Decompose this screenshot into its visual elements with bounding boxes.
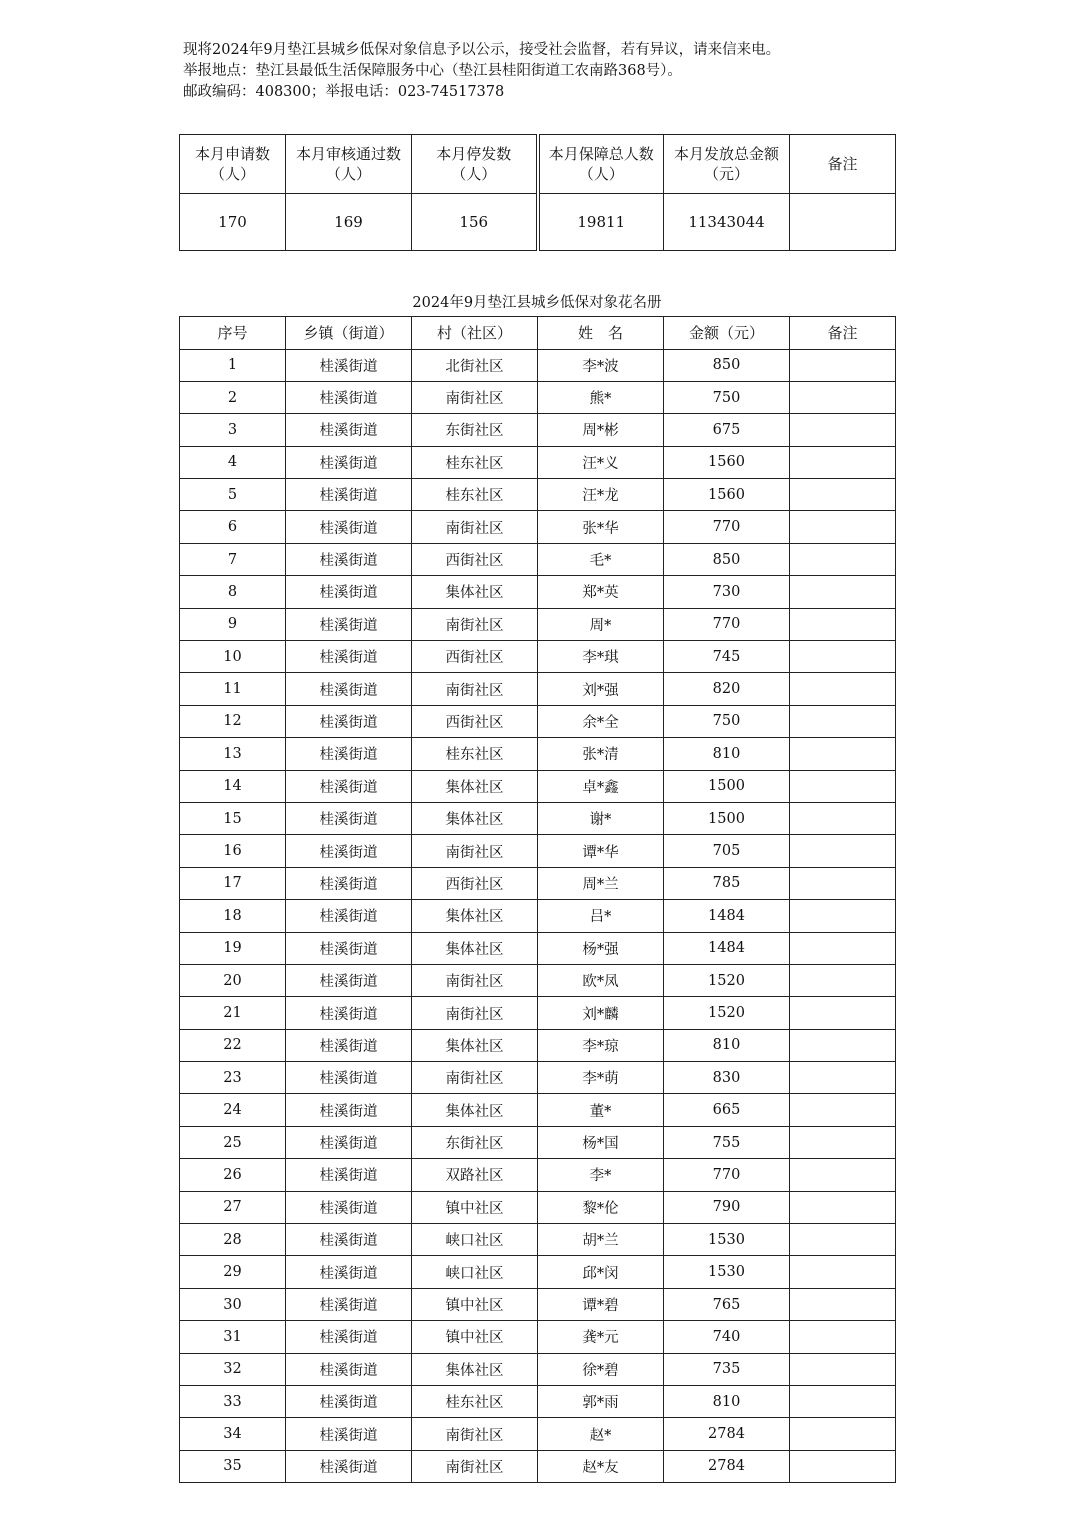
summary-value-cell: 170: [180, 194, 286, 251]
table-cell: 卓*鑫: [538, 770, 664, 802]
table-cell: 东街社区: [412, 1126, 538, 1158]
roster-table: [179, 316, 896, 1483]
table-row: [180, 1126, 896, 1158]
table-cell: 徐*碧: [538, 1353, 664, 1385]
table-row: [180, 673, 896, 705]
table-cell: [790, 1191, 896, 1223]
table-cell: 5: [180, 479, 286, 511]
table-cell: 桂溪街道: [286, 1159, 412, 1191]
table-cell: 30: [180, 1288, 286, 1320]
table-cell: 8: [180, 576, 286, 608]
table-cell: 20: [180, 964, 286, 996]
table-cell: 24: [180, 1094, 286, 1126]
roster-header-cell: 姓 名: [538, 317, 664, 350]
table-cell: 10: [180, 641, 286, 673]
table-cell: 胡*兰: [538, 1224, 664, 1256]
table-cell: 南街社区: [412, 511, 538, 543]
table-cell: 郭*雨: [538, 1386, 664, 1418]
summary-header-cell: 本月申请数 （人）: [180, 135, 286, 194]
table-cell: 桂溪街道: [286, 381, 412, 413]
table-cell: 28: [180, 1224, 286, 1256]
table-row: [180, 997, 896, 1029]
table-cell: [790, 900, 896, 932]
table-cell: 1560: [664, 446, 790, 478]
table-row: [180, 414, 896, 446]
table-cell: [790, 1126, 896, 1158]
summary-value-cell: 11343044: [664, 194, 790, 251]
table-cell: 镇中社区: [412, 1288, 538, 1320]
table-cell: 桂溪街道: [286, 964, 412, 996]
table-cell: [790, 1256, 896, 1288]
table-cell: 刘*麟: [538, 997, 664, 1029]
table-cell: [790, 770, 896, 802]
table-cell: 郑*英: [538, 576, 664, 608]
table-cell: [790, 576, 896, 608]
table-cell: 19: [180, 932, 286, 964]
table-row: [180, 1159, 896, 1191]
table-cell: [790, 1029, 896, 1061]
table-cell: 周*兰: [538, 867, 664, 899]
roster-header-cell: 金额（元）: [664, 317, 790, 350]
roster-title: 2024年9月垫江县城乡低保对象花名册: [412, 295, 662, 311]
table-cell: [790, 641, 896, 673]
table-cell: 桂东社区: [412, 738, 538, 770]
table-cell: 850: [664, 349, 790, 381]
table-cell: [790, 1450, 896, 1482]
table-cell: [790, 1321, 896, 1353]
table-cell: 34: [180, 1418, 286, 1450]
table-cell: 29: [180, 1256, 286, 1288]
table-cell: 810: [664, 1386, 790, 1418]
table-cell: 3: [180, 414, 286, 446]
table-cell: 南街社区: [412, 608, 538, 640]
table-cell: 1484: [664, 932, 790, 964]
table-cell: 西街社区: [412, 543, 538, 575]
table-cell: 1484: [664, 900, 790, 932]
table-cell: 15: [180, 802, 286, 834]
table-cell: 南街社区: [412, 1062, 538, 1094]
table-cell: 桂溪街道: [286, 673, 412, 705]
table-cell: 熊*: [538, 381, 664, 413]
table-cell: 750: [664, 381, 790, 413]
table-cell: 桂溪街道: [286, 608, 412, 640]
table-cell: 桂溪街道: [286, 1256, 412, 1288]
table-cell: 杨*强: [538, 932, 664, 964]
table-cell: 745: [664, 641, 790, 673]
table-cell: 765: [664, 1288, 790, 1320]
table-cell: [790, 964, 896, 996]
table-row: [180, 1094, 896, 1126]
table-cell: 33: [180, 1386, 286, 1418]
table-cell: 32: [180, 1353, 286, 1385]
table-cell: 桂溪街道: [286, 511, 412, 543]
summary-header-row: [180, 135, 896, 194]
table-row: [180, 381, 896, 413]
table-cell: 桂溪街道: [286, 414, 412, 446]
table-cell: [790, 867, 896, 899]
table-cell: 吕*: [538, 900, 664, 932]
table-cell: [790, 446, 896, 478]
summary-value-cell: [790, 194, 896, 251]
table-cell: 31: [180, 1321, 286, 1353]
table-cell: [790, 997, 896, 1029]
table-cell: 1560: [664, 479, 790, 511]
table-cell: 27: [180, 1191, 286, 1223]
table-cell: 16: [180, 835, 286, 867]
table-row: [180, 932, 896, 964]
table-cell: 1520: [664, 964, 790, 996]
table-row: [180, 1321, 896, 1353]
notice-line-2: 举报地点：垫江县最低生活保障服务中心（垫江县桂阳街道工农南路368号）。: [183, 63, 682, 79]
table-cell: 桂溪街道: [286, 867, 412, 899]
table-cell: 集体社区: [412, 1094, 538, 1126]
summary-value-cell: 156: [412, 194, 538, 251]
table-row: [180, 543, 896, 575]
table-cell: 集体社区: [412, 932, 538, 964]
table-cell: 14: [180, 770, 286, 802]
table-cell: 1500: [664, 802, 790, 834]
table-cell: 830: [664, 1062, 790, 1094]
table-cell: 桂溪街道: [286, 1094, 412, 1126]
table-cell: 1520: [664, 997, 790, 1029]
table-cell: 11: [180, 673, 286, 705]
table-cell: 集体社区: [412, 576, 538, 608]
table-cell: 桂溪街道: [286, 479, 412, 511]
table-cell: 杨*国: [538, 1126, 664, 1158]
summary-value-cell: 169: [286, 194, 412, 251]
table-cell: 21: [180, 997, 286, 1029]
table-cell: [790, 543, 896, 575]
table-row: [180, 1386, 896, 1418]
table-cell: 1500: [664, 770, 790, 802]
table-cell: 桂溪街道: [286, 446, 412, 478]
table-cell: 桂溪街道: [286, 1386, 412, 1418]
notice-text: [183, 40, 1003, 103]
table-cell: [790, 479, 896, 511]
table-cell: 桂溪街道: [286, 1288, 412, 1320]
table-cell: 12: [180, 705, 286, 737]
table-cell: 桂溪街道: [286, 835, 412, 867]
table-cell: 毛*: [538, 543, 664, 575]
table-cell: 刘*强: [538, 673, 664, 705]
table-cell: 桂溪街道: [286, 543, 412, 575]
table-row: [180, 1191, 896, 1223]
table-cell: 南街社区: [412, 1418, 538, 1450]
summary-value-cell: 19811: [538, 194, 664, 251]
table-cell: 镇中社区: [412, 1321, 538, 1353]
table-cell: 22: [180, 1029, 286, 1061]
table-cell: 705: [664, 835, 790, 867]
table-cell: 23: [180, 1062, 286, 1094]
table-cell: 南街社区: [412, 997, 538, 1029]
table-cell: 桂溪街道: [286, 802, 412, 834]
table-cell: [790, 608, 896, 640]
table-cell: 桂溪街道: [286, 738, 412, 770]
table-cell: [790, 1159, 896, 1191]
table-cell: 桂溪街道: [286, 705, 412, 737]
table-cell: 桂溪街道: [286, 1126, 412, 1158]
table-cell: 李*琼: [538, 1029, 664, 1061]
table-cell: 桂溪街道: [286, 770, 412, 802]
table-cell: [790, 414, 896, 446]
table-cell: [790, 835, 896, 867]
table-cell: 桂溪街道: [286, 1450, 412, 1482]
table-cell: 集体社区: [412, 770, 538, 802]
table-row: [180, 1418, 896, 1450]
table-row: [180, 641, 896, 673]
table-cell: 1530: [664, 1224, 790, 1256]
table-cell: [790, 1353, 896, 1385]
table-cell: 桂溪街道: [286, 1224, 412, 1256]
table-row: [180, 1062, 896, 1094]
table-cell: 1: [180, 349, 286, 381]
table-cell: [790, 1288, 896, 1320]
table-cell: 790: [664, 1191, 790, 1223]
roster-header-cell: 乡镇（街道）: [286, 317, 412, 350]
table-row: [180, 802, 896, 834]
table-cell: 桂溪街道: [286, 900, 412, 932]
table-cell: 张*清: [538, 738, 664, 770]
summary-header-cell: 本月发放总金额 （元）: [664, 135, 790, 194]
table-row: [180, 867, 896, 899]
table-cell: [790, 511, 896, 543]
table-cell: 赵*友: [538, 1450, 664, 1482]
table-cell: 810: [664, 1029, 790, 1061]
table-cell: 集体社区: [412, 900, 538, 932]
table-cell: [790, 1224, 896, 1256]
table-cell: 740: [664, 1321, 790, 1353]
table-cell: 675: [664, 414, 790, 446]
table-row: [180, 479, 896, 511]
table-row: [180, 511, 896, 543]
table-cell: 35: [180, 1450, 286, 1482]
table-cell: 李*琪: [538, 641, 664, 673]
table-cell: 桂溪街道: [286, 1353, 412, 1385]
table-cell: 欧*凤: [538, 964, 664, 996]
table-row: [180, 705, 896, 737]
table-cell: 2: [180, 381, 286, 413]
roster-header-cell: 备注: [790, 317, 896, 350]
table-cell: 770: [664, 511, 790, 543]
table-cell: [790, 738, 896, 770]
table-cell: 桂溪街道: [286, 1062, 412, 1094]
table-cell: 4: [180, 446, 286, 478]
table-cell: 西街社区: [412, 867, 538, 899]
table-cell: 730: [664, 576, 790, 608]
table-row: [180, 349, 896, 381]
summary-table: [179, 134, 896, 251]
table-row: [180, 835, 896, 867]
table-row: [180, 738, 896, 770]
table-cell: 余*全: [538, 705, 664, 737]
table-cell: [790, 705, 896, 737]
table-cell: 桂溪街道: [286, 1321, 412, 1353]
table-row: [180, 1353, 896, 1385]
table-row: [180, 608, 896, 640]
table-row: [180, 446, 896, 478]
roster-header-row: [180, 317, 896, 350]
table-cell: 桂溪街道: [286, 1418, 412, 1450]
table-row: [180, 1256, 896, 1288]
table-cell: 17: [180, 867, 286, 899]
table-cell: 13: [180, 738, 286, 770]
table-cell: 南街社区: [412, 381, 538, 413]
table-cell: 770: [664, 1159, 790, 1191]
table-cell: 镇中社区: [412, 1191, 538, 1223]
table-row: [180, 576, 896, 608]
table-cell: 26: [180, 1159, 286, 1191]
table-row: [180, 770, 896, 802]
table-cell: 李*波: [538, 349, 664, 381]
table-cell: [790, 932, 896, 964]
table-cell: 双路社区: [412, 1159, 538, 1191]
table-cell: [790, 381, 896, 413]
roster-header-cell: 序号: [180, 317, 286, 350]
table-cell: 集体社区: [412, 1029, 538, 1061]
table-cell: [790, 1418, 896, 1450]
table-row: [180, 1029, 896, 1061]
table-cell: 桂溪街道: [286, 641, 412, 673]
table-cell: 665: [664, 1094, 790, 1126]
table-cell: 770: [664, 608, 790, 640]
table-row: [180, 1288, 896, 1320]
table-cell: 谭*碧: [538, 1288, 664, 1320]
table-row: [180, 1450, 896, 1482]
table-cell: 桂溪街道: [286, 349, 412, 381]
table-cell: 7: [180, 543, 286, 575]
summary-value-row: [180, 194, 896, 251]
table-cell: 750: [664, 705, 790, 737]
table-cell: 龚*元: [538, 1321, 664, 1353]
table-cell: 峡口社区: [412, 1256, 538, 1288]
table-cell: 2784: [664, 1418, 790, 1450]
table-cell: 峡口社区: [412, 1224, 538, 1256]
table-cell: 黎*伦: [538, 1191, 664, 1223]
table-cell: 南街社区: [412, 673, 538, 705]
notice-line-1: 现将2024年9月垫江县城乡低保对象信息予以公示，接受社会监督，若有异议，请来信来电。: [183, 42, 781, 58]
table-cell: 755: [664, 1126, 790, 1158]
table-cell: 桂溪街道: [286, 932, 412, 964]
table-cell: 9: [180, 608, 286, 640]
roster-body: [180, 349, 896, 1483]
table-cell: 汪*龙: [538, 479, 664, 511]
table-cell: 周*: [538, 608, 664, 640]
table-cell: 李*: [538, 1159, 664, 1191]
table-cell: 周*彬: [538, 414, 664, 446]
table-cell: 东街社区: [412, 414, 538, 446]
table-cell: 18: [180, 900, 286, 932]
notice-line-3: 邮政编码：408300；举报电话：023-74517378: [183, 84, 505, 100]
table-cell: 25: [180, 1126, 286, 1158]
table-cell: 785: [664, 867, 790, 899]
table-cell: 桂东社区: [412, 446, 538, 478]
table-cell: 桂溪街道: [286, 997, 412, 1029]
table-cell: 西街社区: [412, 705, 538, 737]
summary-header-cell: 备注: [790, 135, 896, 194]
table-cell: 820: [664, 673, 790, 705]
table-cell: [790, 349, 896, 381]
table-cell: 850: [664, 543, 790, 575]
table-row: [180, 900, 896, 932]
table-cell: 桂东社区: [412, 479, 538, 511]
table-cell: 谭*华: [538, 835, 664, 867]
table-cell: 汪*义: [538, 446, 664, 478]
table-cell: 南街社区: [412, 1450, 538, 1482]
table-row: [180, 964, 896, 996]
table-cell: 张*华: [538, 511, 664, 543]
table-cell: 集体社区: [412, 802, 538, 834]
table-cell: 赵*: [538, 1418, 664, 1450]
table-cell: 6: [180, 511, 286, 543]
table-cell: 桂溪街道: [286, 1029, 412, 1061]
roster-header-cell: 村（社区）: [412, 317, 538, 350]
table-cell: 桂溪街道: [286, 576, 412, 608]
table-cell: [790, 1386, 896, 1418]
table-cell: 2784: [664, 1450, 790, 1482]
table-cell: 810: [664, 738, 790, 770]
table-cell: 西街社区: [412, 641, 538, 673]
table-cell: 邱*闵: [538, 1256, 664, 1288]
table-cell: 1530: [664, 1256, 790, 1288]
table-cell: 735: [664, 1353, 790, 1385]
summary-header-cell: 本月停发数 （人）: [412, 135, 538, 194]
table-cell: 桂溪街道: [286, 1191, 412, 1223]
table-cell: [790, 1094, 896, 1126]
summary-header-cell: 本月审核通过数 （人）: [286, 135, 412, 194]
summary-header-cell: 本月保障总人数 （人）: [538, 135, 664, 194]
table-cell: 谢*: [538, 802, 664, 834]
table-cell: 李*萌: [538, 1062, 664, 1094]
table-row: [180, 1224, 896, 1256]
table-cell: 董*: [538, 1094, 664, 1126]
table-cell: 集体社区: [412, 1353, 538, 1385]
table-cell: 北街社区: [412, 349, 538, 381]
table-cell: [790, 802, 896, 834]
table-cell: 南街社区: [412, 835, 538, 867]
table-cell: 桂东社区: [412, 1386, 538, 1418]
table-cell: 南街社区: [412, 964, 538, 996]
table-cell: [790, 673, 896, 705]
table-cell: [790, 1062, 896, 1094]
